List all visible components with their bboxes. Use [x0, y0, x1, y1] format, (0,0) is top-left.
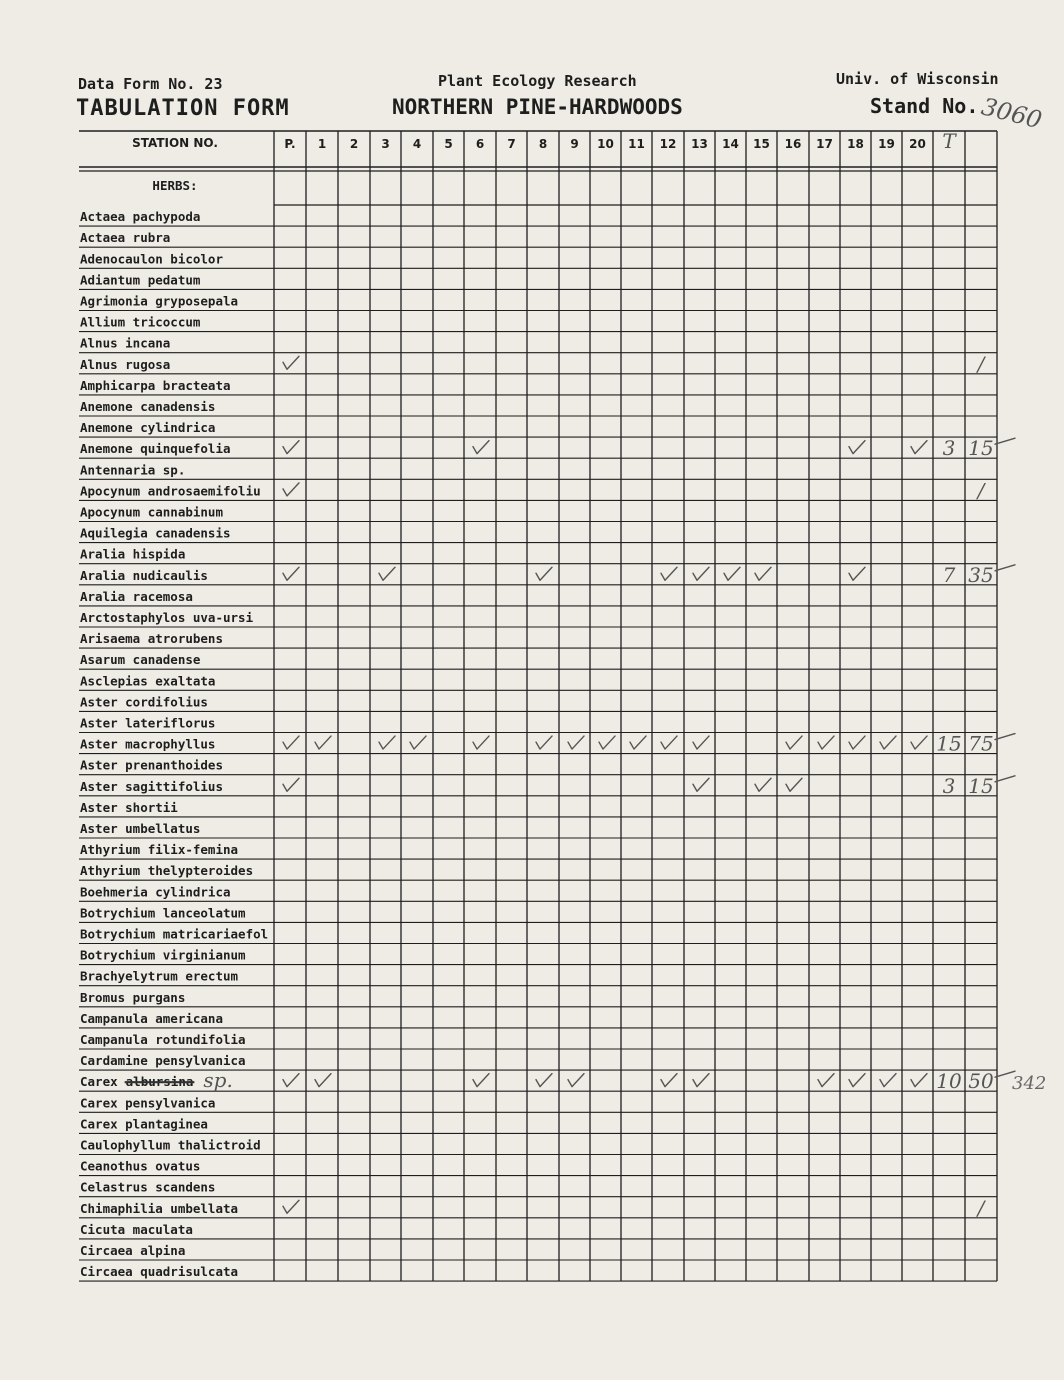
check-mark — [315, 736, 331, 749]
frequency-value: 50 — [968, 1069, 994, 1094]
check-mark — [724, 567, 740, 580]
species-name: Botrychium virginianum — [80, 947, 246, 963]
frequency-value: / — [977, 1195, 985, 1220]
struck-text: albursina — [125, 1074, 194, 1090]
species-name: Antennaria sp. — [80, 462, 186, 478]
column-header: 8 — [538, 137, 548, 151]
check-mark — [849, 736, 865, 749]
column-header: 14 — [722, 137, 739, 151]
column-header: 3 — [381, 137, 390, 151]
frequency-value: 35 — [968, 562, 994, 587]
species-name: Adiantum pedatum — [80, 272, 201, 288]
species-name: Aralia hispida — [80, 546, 186, 562]
species-name: Campanula americana — [80, 1010, 223, 1026]
column-header: 12 — [659, 137, 677, 151]
check-mark — [755, 778, 771, 791]
species-name: Athyrium thelypteroides — [80, 863, 254, 879]
total-count: 10 — [936, 1069, 962, 1094]
column-header: 13 — [691, 137, 708, 151]
species-name: Aster macrophyllus — [80, 736, 216, 752]
check-mark — [661, 567, 677, 580]
column-header: 7 — [507, 137, 516, 151]
species-name: Aster umbellatus — [80, 821, 201, 836]
column-header: 5 — [444, 137, 453, 151]
species-name: Actaea pachypoda — [80, 209, 201, 225]
tally-tick — [995, 776, 1015, 782]
check-mark — [283, 778, 299, 791]
species-name: Apocynum androsaemifoliu — [80, 483, 261, 499]
column-header: 2 — [349, 137, 359, 151]
check-mark — [473, 736, 489, 749]
check-mark — [661, 1074, 677, 1087]
species-name: Allium tricoccum — [80, 314, 201, 330]
check-mark — [693, 736, 709, 749]
check-mark — [849, 1074, 865, 1087]
check-mark — [283, 1074, 299, 1087]
species-name: Carex pensylvanica — [80, 1095, 216, 1111]
column-header: 10 — [597, 137, 614, 151]
species-name: Aralia nudicaulis — [80, 567, 208, 583]
university-label: Univ. of Wisconsin — [836, 70, 999, 88]
margin-note: 342 — [1012, 1073, 1047, 1095]
column-header: 11 — [628, 137, 645, 151]
check-mark — [630, 736, 646, 749]
check-mark — [693, 778, 709, 791]
check-mark — [849, 441, 865, 454]
handwritten-text: sp. — [203, 1068, 233, 1093]
check-mark — [379, 736, 395, 749]
check-mark — [283, 441, 299, 454]
total-count: 3 — [942, 773, 956, 798]
species-name: Aster lateriflorus — [80, 715, 216, 731]
total-count: 15 — [936, 731, 962, 756]
check-mark — [786, 736, 802, 749]
frequency-value: / — [977, 478, 985, 503]
form-number: Data Form No. 23 — [78, 75, 223, 93]
form-title: TABULATION FORM — [76, 96, 290, 121]
species-name: Actaea rubra — [80, 230, 171, 246]
species-name: Aster shortii — [80, 799, 178, 815]
species-name: Cardamine pensylvanica — [80, 1053, 246, 1069]
check-mark — [911, 736, 927, 749]
species-name: Asarum canadense — [80, 652, 201, 668]
column-header: 16 — [784, 137, 802, 151]
check-mark — [818, 736, 834, 749]
species-name: Anemone canadensis — [80, 399, 216, 414]
species-name: Carex — [80, 1074, 118, 1090]
check-mark — [283, 736, 299, 749]
column-header: 18 — [847, 137, 864, 151]
check-mark — [473, 441, 489, 454]
species-name: Arctostaphylos uva-ursi — [80, 610, 254, 625]
section-label-herbs: HERBS: — [152, 178, 198, 193]
check-mark — [473, 1074, 489, 1087]
species-name: Circaea alpina — [80, 1243, 186, 1258]
frequency-value: / — [977, 351, 985, 376]
column-header: 9 — [570, 137, 579, 151]
column-header: P. — [284, 137, 296, 151]
species-name: Aquilegia canadensis — [80, 525, 231, 541]
species-name: Apocynum cannabinum — [80, 504, 223, 520]
check-mark — [568, 1074, 584, 1087]
column-header: 17 — [816, 137, 833, 151]
check-mark — [536, 567, 552, 580]
column-header: 19 — [878, 137, 895, 151]
column-header: T — [942, 129, 956, 153]
species-name: Chimaphilia umbellata — [80, 1200, 239, 1216]
species-name: Aster cordifolius — [80, 694, 208, 710]
check-mark — [536, 1074, 552, 1087]
species-name: Celastrus scandens — [80, 1179, 216, 1195]
species-name: Caulophyllum thalictroid — [80, 1137, 261, 1153]
stand-label: Stand No. — [870, 94, 979, 118]
check-mark — [315, 1074, 331, 1087]
check-mark — [911, 441, 927, 454]
column-header: 1 — [317, 137, 327, 151]
frequency-value: 15 — [968, 436, 994, 461]
check-mark — [410, 736, 426, 749]
column-header: 15 — [753, 137, 770, 151]
check-mark — [599, 736, 615, 749]
species-name: Adenocaulon bicolor — [80, 251, 223, 267]
check-mark — [661, 736, 677, 749]
species-name: Botrychium lanceolatum — [80, 905, 246, 921]
species-name: Cicuta maculata — [80, 1221, 193, 1237]
check-mark — [379, 567, 395, 580]
check-mark — [568, 736, 584, 749]
species-name: Amphicarpa bracteata — [80, 377, 231, 393]
species-name: Anemone quinquefolia — [80, 441, 231, 457]
check-mark — [283, 483, 299, 496]
species-name: Athyrium filix-femina — [80, 842, 239, 858]
species-name: Ceanothus ovatus — [80, 1158, 201, 1174]
tally-tick — [995, 565, 1015, 571]
species-name: Circaea quadrisulcata — [80, 1264, 239, 1280]
species-name: Arisaema atrorubens — [80, 631, 223, 647]
check-mark — [786, 778, 802, 791]
species-name: Botrychium matricariaefol — [80, 926, 269, 942]
page-title: NORTHERN PINE-HARDWOODS — [392, 95, 683, 119]
species-name: Campanula rotundifolia — [80, 1032, 246, 1047]
check-mark — [755, 567, 771, 580]
species-name: Aster prenanthoides — [80, 757, 223, 773]
frequency-value: 75 — [968, 731, 994, 756]
tally-tick — [995, 438, 1015, 444]
species-name: Bromus purgans — [80, 989, 186, 1005]
species-name: Boehmeria cylindrica — [80, 884, 231, 900]
check-mark — [880, 736, 896, 749]
check-mark — [283, 1200, 299, 1213]
species-name: Asclepias exaltata — [80, 673, 216, 689]
check-mark — [536, 736, 552, 749]
research-heading: Plant Ecology Research — [438, 72, 637, 90]
species-name: Aralia racemosa — [80, 588, 193, 604]
column-header: 4 — [412, 137, 422, 151]
species-name: Alnus incana — [80, 335, 171, 351]
check-mark — [911, 1074, 927, 1087]
species-name: Alnus rugosa — [80, 356, 171, 372]
species-name: Aster sagittifolius — [80, 778, 223, 794]
species-name: Anemone cylindrica — [80, 420, 216, 436]
check-mark — [283, 356, 299, 369]
check-mark — [693, 567, 709, 580]
check-mark — [283, 567, 299, 580]
tally-tick — [995, 734, 1015, 740]
stand-number: 3060 — [978, 92, 1045, 135]
species-name: Brachyelytrum erectum — [80, 968, 239, 984]
total-count: 7 — [942, 562, 956, 587]
total-count: 3 — [942, 436, 956, 461]
station-no-label: STATION NO. — [132, 136, 218, 150]
frequency-value: 15 — [968, 773, 994, 798]
check-mark — [693, 1074, 709, 1087]
column-header: 6 — [475, 137, 485, 151]
column-header: 20 — [909, 137, 926, 151]
check-mark — [880, 1074, 896, 1087]
species-name: Agrimonia gryposepala — [80, 293, 239, 309]
check-mark — [818, 1074, 834, 1087]
species-name: Carex plantaginea — [80, 1116, 208, 1132]
check-mark — [849, 567, 865, 580]
